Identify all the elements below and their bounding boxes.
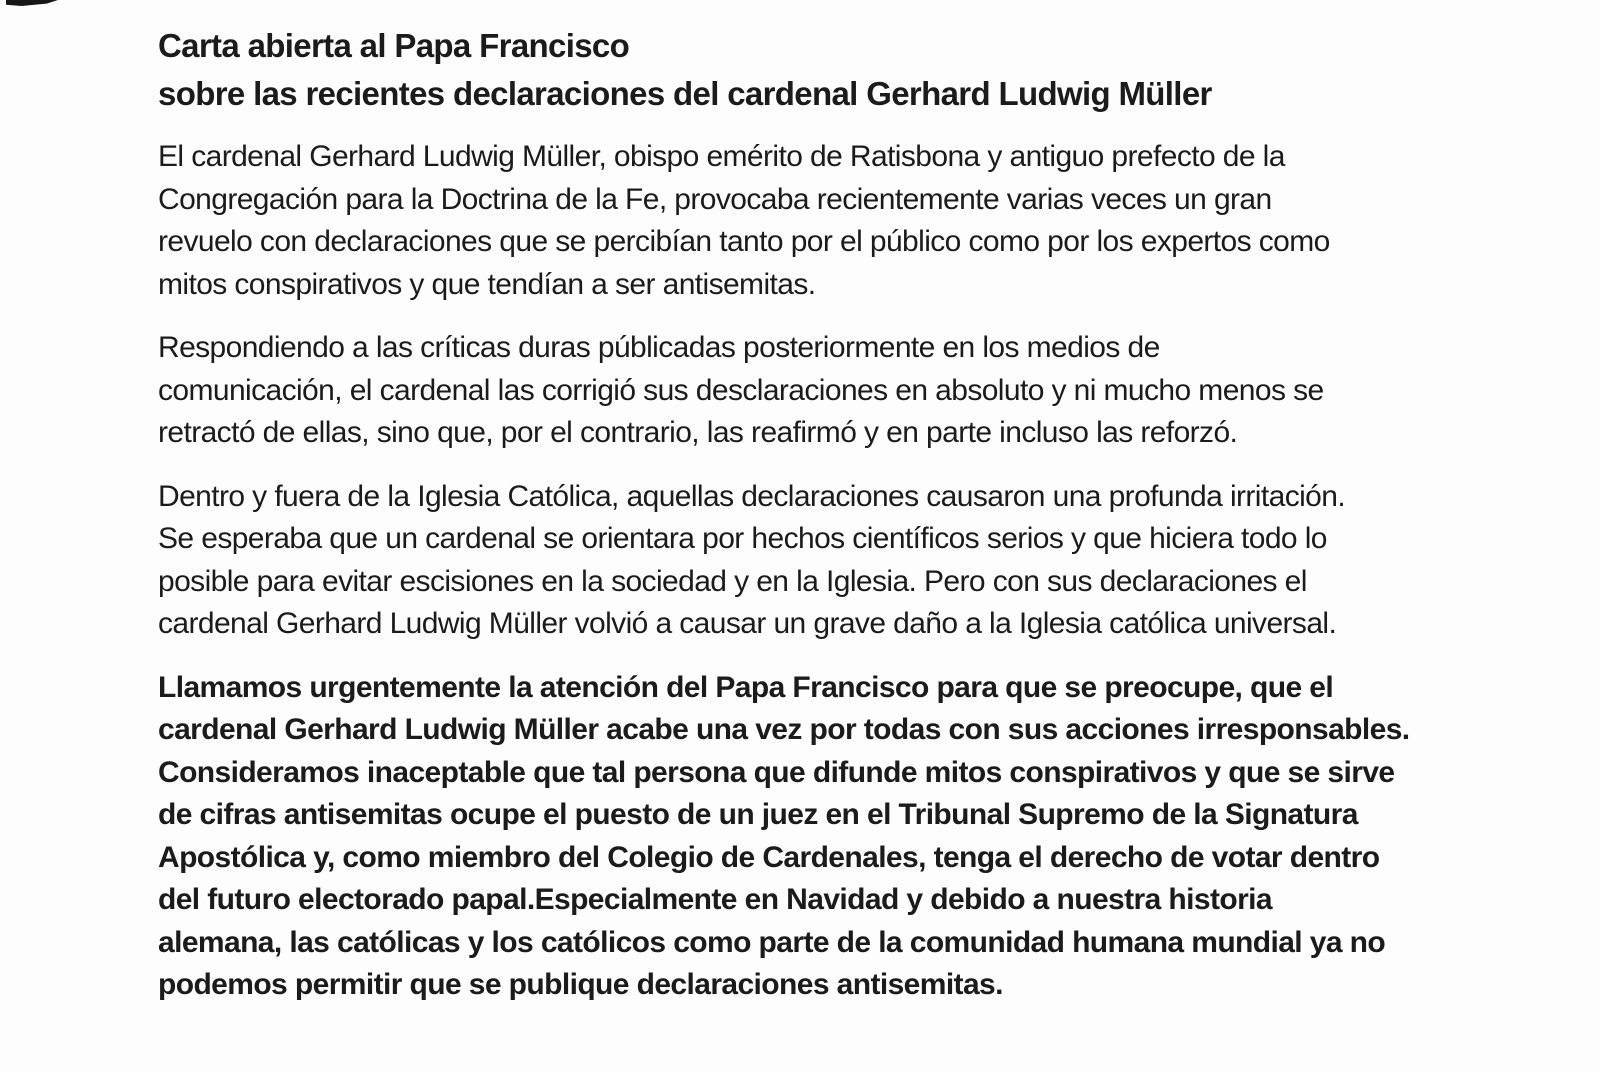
paragraph-3-line-4: cardenal Gerhard Ludwig Müller volvió a causar un grave daño a la Iglesia católica universal.	[158, 607, 1337, 640]
paragraph-3-line-1: Dentro y fuera de la Iglesia Católica, aquellas declaraciones causaron una profunda irritación.	[158, 479, 1346, 513]
title-line-2: sobre las recientes declaraciones del cardenal Gerhard Ludwig Müller	[158, 75, 1212, 112]
scan-artifact-mark	[6, 0, 58, 6]
title-line-1: Carta abierta al Papa Francisco	[158, 27, 630, 64]
letter-content	[158, 22, 1458, 1028]
letter-title	[158, 22, 1458, 118]
paragraph-1-line-2: Congregación para la Doctrina de la Fe, provocaba recientemente varias veces un gran	[158, 182, 1272, 216]
paragraph-2-line-2: comunicación, el cardenal las corrigió sus desclaraciones en absoluto y ni mucho menos se	[158, 373, 1324, 407]
paragraph-4-line-8: podemos permitir que se publique declaraciones antisemitas.	[158, 968, 1003, 1001]
paragraph-4-line-2: cardenal Gerhard Ludwig Müller acabe una vez por todas con sus acciones irresponsables.	[158, 713, 1410, 746]
paragraph-4-line-3: Consideramos inaceptable que tal persona que difunde mitos conspirativos y que se sirve	[158, 755, 1395, 789]
paragraph-4-line-7: alemana, las católicas y los católicos como parte de la comunidad humana mundial ya no	[158, 925, 1386, 959]
paragraph-2-line-1: Respondiendo a las críticas duras públicadas posteriormente en los medios de	[158, 331, 1160, 364]
paragraph-4-line-1: Llamamos urgentemente la atención del Papa Francisco para que se preocupe, que el	[158, 670, 1334, 704]
paragraph-2	[158, 327, 1458, 455]
paragraph-4-line-6: del futuro electorado papal.Especialmente en Navidad y debido a nuestra historia	[158, 883, 1272, 916]
paragraph-1-line-4: mitos conspirativos y que tendían a ser antisemitas.	[158, 267, 816, 301]
paragraph-1-line-1: El cardenal Gerhard Ludwig Müller, obispo emérito de Ratisbona y antiguo prefecto de la	[158, 140, 1285, 173]
paragraph-3-line-3: posible para evitar escisiones en la sociedad y en la Iglesia. Pero con sus declaraciones el	[158, 564, 1307, 598]
paragraph-3	[158, 476, 1458, 646]
paragraph-4-line-4: de cifras antisemitas ocupe el puesto de un juez en el Tribunal Supremo de la Signatura	[158, 798, 1358, 831]
paragraph-1-line-3: revuelo con declaraciones que se percibían tanto por el público como por los expertos como	[158, 225, 1330, 258]
paragraph-2-line-3: retractó de ellas, sino que, por el contrario, las reafirmó y en parte incluso las reforzó.	[158, 416, 1238, 449]
paragraph-4-line-5: Apostólica y, como miembro del Colegio de Cardenales, tenga el derecho de votar dentro	[158, 840, 1380, 874]
letter-body	[158, 136, 1458, 1007]
paragraph-1	[158, 136, 1458, 306]
paragraph-4	[158, 667, 1458, 1007]
paragraph-3-line-2: Se esperaba que un cardenal se orientara por hechos científicos serios y que hiciera todo lo	[158, 522, 1327, 555]
